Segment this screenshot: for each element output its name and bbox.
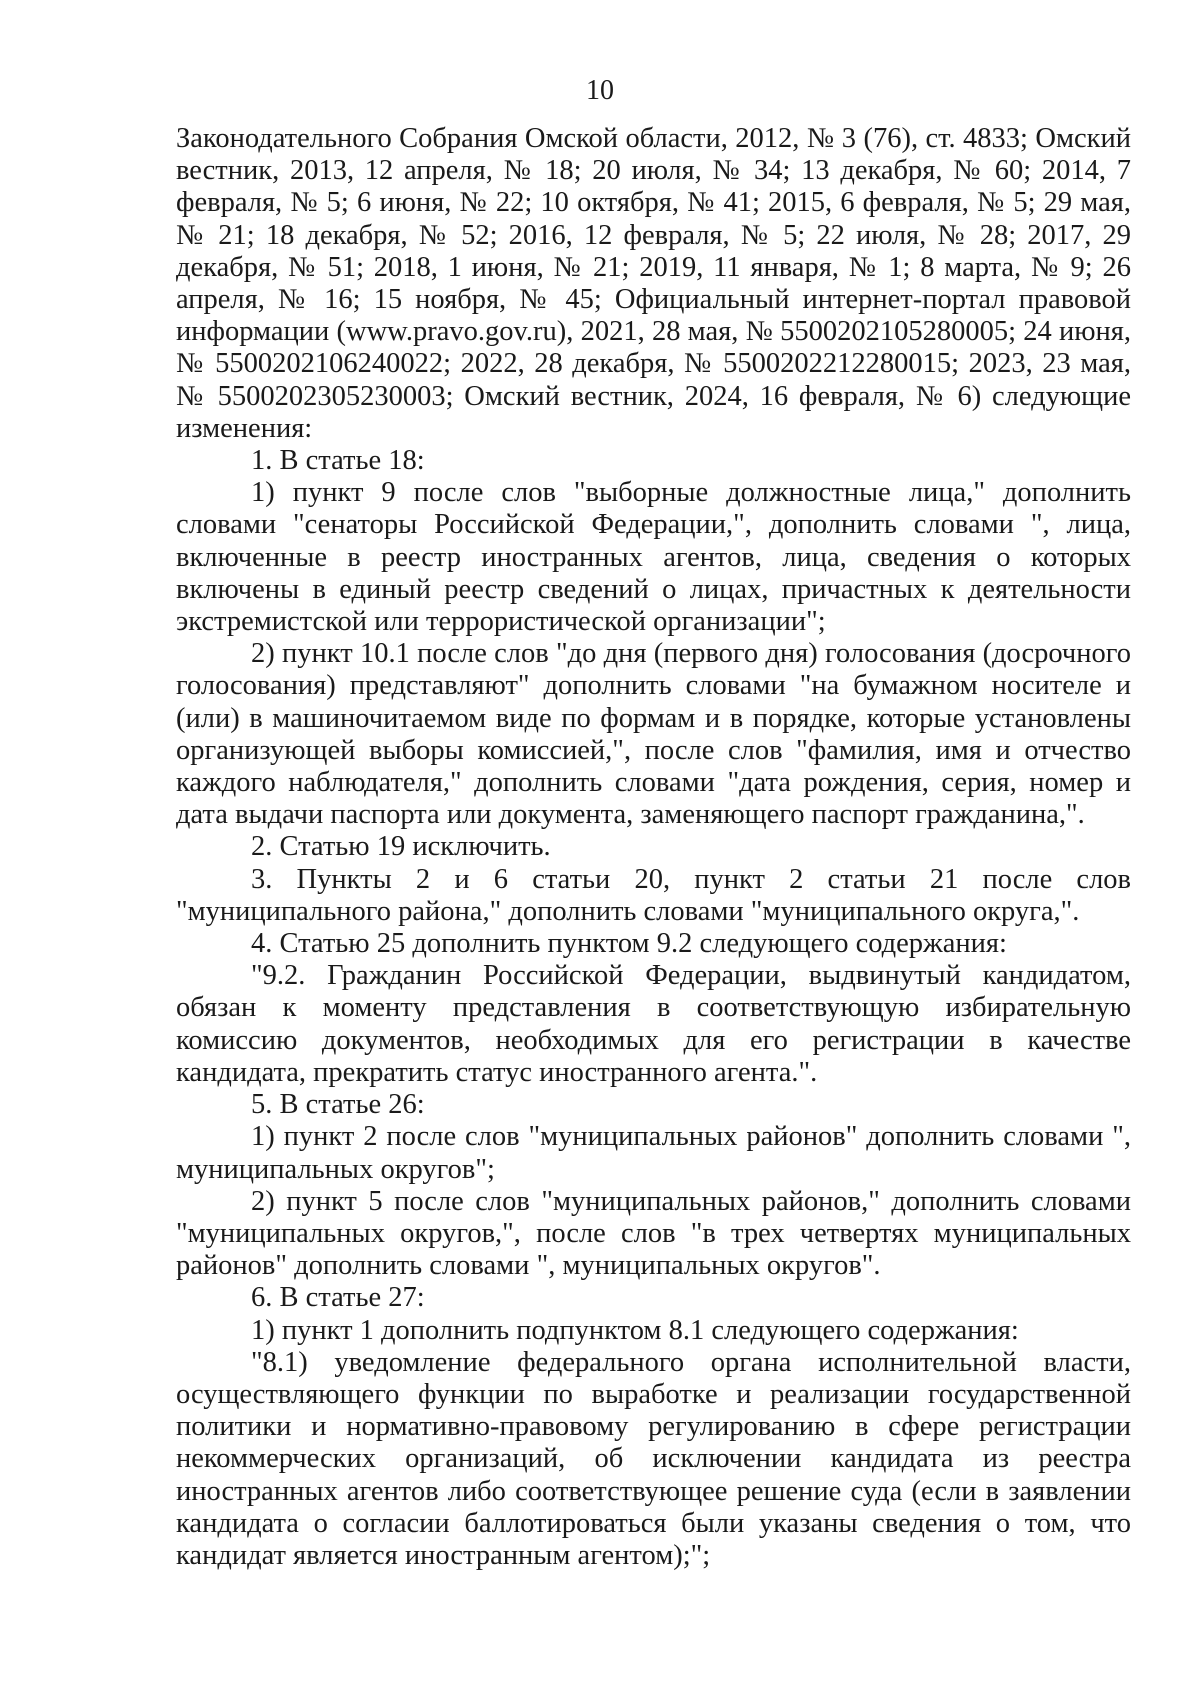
paragraph-subitem-1-point-2: 1) пункт 2 после слов "муниципальных районов" дополнить словами ", муниципальных округов"; [176,1121,1131,1185]
page-number: 10 [586,75,614,106]
paragraph-subitem-1-point-1: 1) пункт 1 дополнить подпунктом 8.1 следующего содержания: [251,1314,1019,1346]
paragraph-subitem-1-point-9: 1) пункт 9 после слов "выборные должностные лица," дополнить словами "сенаторы Российской Федерации,", дополнить словами ", лица, включенные в реестр иностранных агентов, лица, сведения о которых включены в единый реестр сведений о лицах, причастных к деятельности экстремистской или террористической организации"; [176,477,1131,638]
paragraph-amended-sources: Законодательного Собрания Омской области, 2012, № 3 (76), ст. 4833; Омский вестник, 2013, 12 апреля, № 18; 20 июля, № 34; 13 декабря, № 60; 2014, 7 февраля, № 5; 6 июня, № 22; 10 октября, № 41; 2015, 6 февраля, № 5; 29 мая, № 21; 18 декабря, № 52; 2016, 12 февраля, № 5; 22 июля, № 28; 2017, 29 декабря, № 51; 2018, 1 июня, № 21; 2019, 11 января, № 1; 8 марта, № 9; 26 апреля, № 16; 15 ноября, № 45; Официальный интернет-портал правовой информации (www.pravo.gov.ru), 2021, 28 мая, № 5500202105280005; 24 июня, № 5500202106240022; 2022, 28 декабря, № 5500202212280015; 2023, 23 мая, № 5500202305230003; Омский вестник, 2024, 16 февраля, № 6) следующие изменения: [176,123,1131,444]
paragraph-quote-8-1: "8.1) уведомление федерального органа исполнительной власти, осуществляющего функции по выработке и реализации государственной политики и нормативно-правовому регулированию в сфере регистрации некоммерческих организаций, об исключении кандидата из реестра иностранных агентов либо соответствующее решение суда (если в заявлении кандидата о согласии баллотироваться были указаны сведения о том, что кандидат является иностранным агентом);"; [176,1346,1131,1571]
paragraph-subitem-2-point-10-1: 2) пункт 10.1 после слов "до дня (первого дня) голосования (досрочного голосования) представляют" дополнить словами "на бумажном носителе и (или) в машиночитаемом виде по формам и в порядке, которые установлены организующей выборы комиссией,", после слов "фамилия, имя и отчество каждого наблюдателя," дополнить словами "дата рождения, серия, номер и дата выдачи паспорта или документа, заменяющего паспорт гражданина,". [176,638,1131,831]
paragraph-quote-9-2: "9.2. Гражданин Российской Федерации, выдвинутый кандидатом, обязан к моменту представления в соответствующую избирательную комиссию документов, необходимых для его регистрации в качестве кандидата, прекратить статус иностранного агента.". [176,960,1131,1088]
paragraph-item-6-article-27: 6. В статье 27: [251,1282,425,1314]
paragraph-subitem-2-point-5: 2) пункт 5 после слов "муниципальных районов," дополнить словами "муниципальных округов,", после слов "в трех четвертях муниципальных районов" дополнить словами ", муниципальных округов". [176,1185,1131,1282]
paragraph-item-2-article-19: 2. Статью 19 исключить. [251,831,551,863]
paragraph-item-1-article-18: 1. В статье 18: [251,445,425,477]
document-body [176,123,1131,1572]
paragraph-item-5-article-26: 5. В статье 26: [251,1089,425,1121]
paragraph-item-3-articles-20-21: 3. Пункты 2 и 6 статьи 20, пункт 2 статьи 21 после слов "муниципального района," дополнить словами "муниципального округа,". [176,863,1131,927]
paragraph-item-4-article-25: 4. Статью 25 дополнить пунктом 9.2 следующего содержания: [251,928,1007,960]
